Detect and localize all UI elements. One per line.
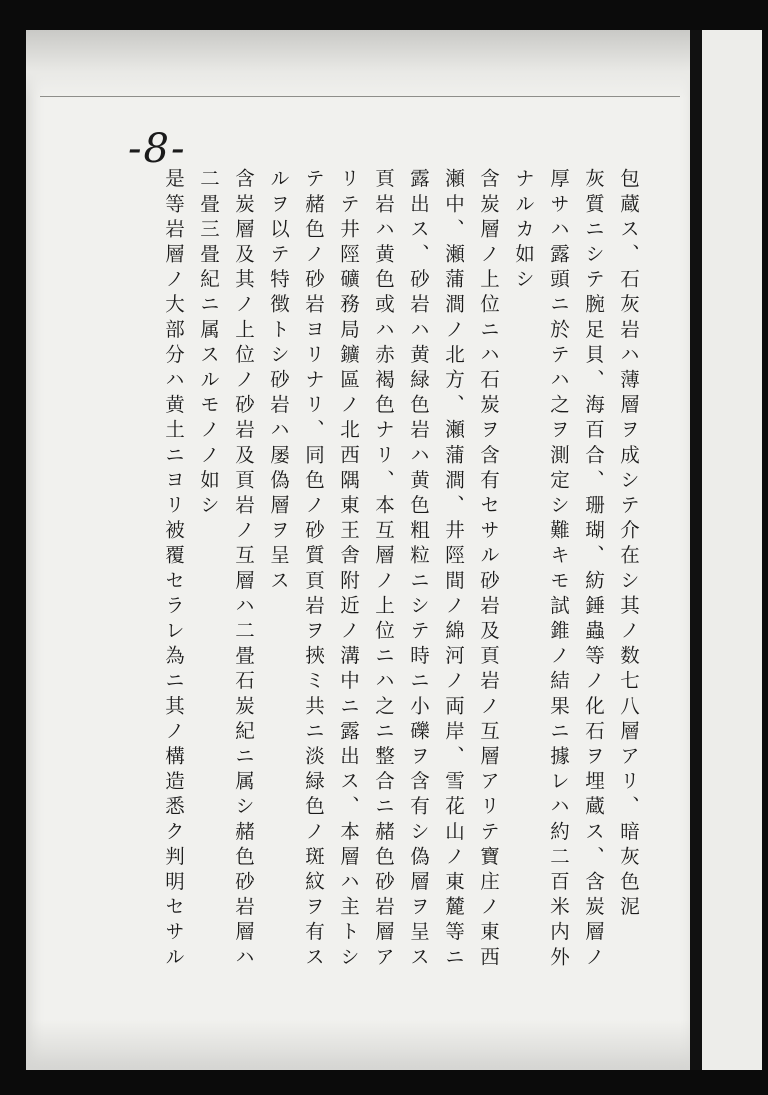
text-column-11: ルヲ以テ特徴トシ砂岩ハ屡偽層ヲ呈ス	[267, 168, 290, 595]
text-column-10: テ赭色ノ砂岩ヨリナリ、同色ノ砂質頁岩ヲ挾ミ共ニ淡緑色ノ斑紋ヲ有ス	[302, 168, 325, 972]
vertical-text-body	[140, 168, 640, 1008]
text-column-4: ナルカ如シ	[512, 168, 535, 294]
text-column-1: 包蔵ス、石灰岩ハ薄層ヲ成シテ介在シ其ノ数七八層アリ、暗灰色泥	[617, 168, 640, 921]
text-column-6: 瀬中、瀬蒲澗ノ北方、瀬蒲澗、井陘間ノ綿河ノ両岸、雪花山ノ東麓等ニ	[442, 168, 465, 972]
text-column-2: 灰質ニシテ腕足貝、海百合、珊瑚、紡錘蟲等ノ化石ヲ埋蔵ス、含炭層ノ	[582, 168, 605, 972]
page-number: -8-	[128, 126, 187, 172]
page-gutter	[690, 30, 702, 1070]
scan-shadow-bottom	[26, 1020, 698, 1070]
adjacent-page-edge	[702, 30, 762, 1070]
text-column-3: 厚サハ露頭ニ於テハ之ヲ測定シ難キモ試錐ノ結果ニ據レハ約二百米内外	[547, 168, 570, 972]
text-column-12: 含炭層及其ノ上位ノ砂岩及頁岩ノ互層ハ二畳石炭紀ニ属シ赭色砂岩層ハ	[232, 168, 255, 972]
top-rule	[40, 96, 680, 97]
text-column-14: 是等岩層ノ大部分ハ黄土ニヨリ被覆セラレ為ニ其ノ構造悉ク判明セサル	[162, 168, 185, 972]
scan-shadow-top	[26, 30, 698, 100]
text-column-8: 頁岩ハ黄色或ハ赤褐色ナリ、本互層ノ上位ニハ之ニ整合ニ赭色砂岩層ア	[372, 168, 395, 972]
text-column-9: リテ井陘礦務局鑛區ノ北西隅東王舎附近ノ溝中ニ露出ス、本層ハ主トシ	[337, 168, 360, 972]
text-column-5: 含炭層ノ上位ニハ石炭ヲ含有セサル砂岩及頁岩ノ互層アリテ寶庄ノ東西	[477, 168, 500, 972]
text-column-13: 二畳三畳紀ニ属スルモノノ如シ	[197, 168, 220, 520]
text-column-7: 露出ス、砂岩ハ黄緑色岩ハ黄色粗粒ニシテ時ニ小礫ヲ含有シ偽層ヲ呈ス	[407, 168, 430, 972]
